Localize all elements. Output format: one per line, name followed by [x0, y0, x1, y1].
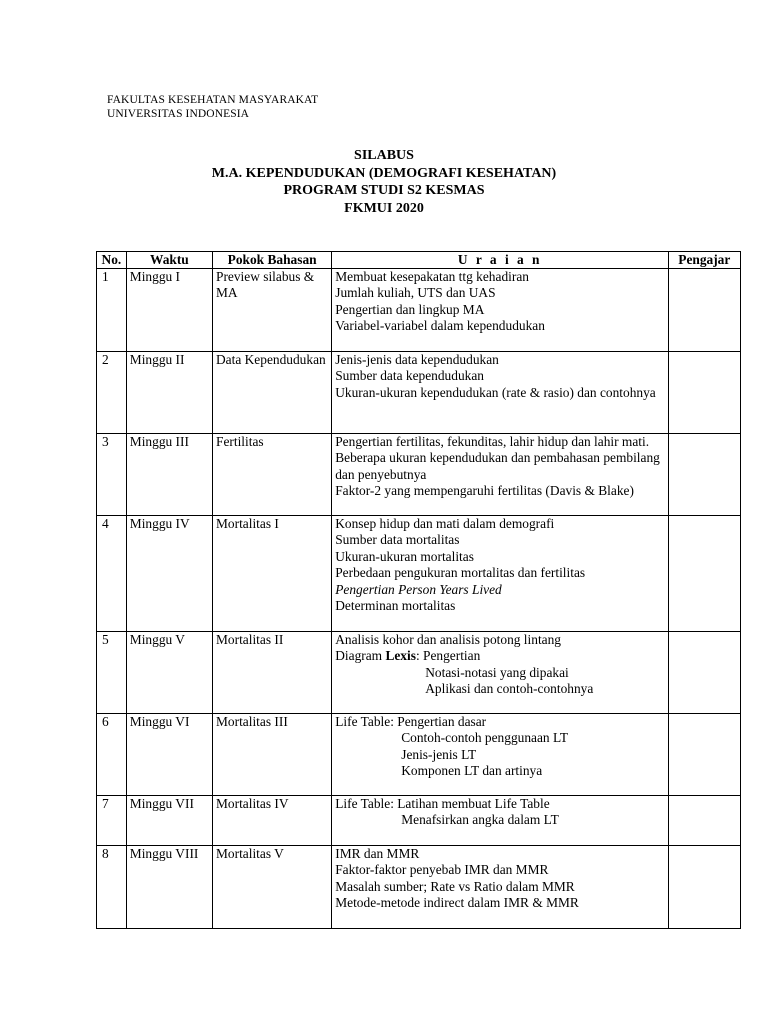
description-line: Determinan mortalitas [335, 598, 456, 614]
row-week: Minggu I [126, 269, 212, 352]
description-line: Sumber data mortalitas [335, 532, 460, 548]
table-row [97, 434, 741, 516]
description-line: Membuat kesepakatan ttg kehadiran [335, 269, 529, 284]
description-line: Perbedaan pengukuran mortalitas dan fertilitas [335, 565, 586, 581]
description-line: Life Table: Latihan membuat Life Table [335, 796, 550, 811]
description-line: Masalah sumber; Rate vs Ratio dalam MMR [335, 878, 575, 894]
title-line-2: M.A. KEPENDUDUKAN (DEMOGRAFI KESEHATAN) [211, 165, 557, 181]
row-topic: Mortalitas I [213, 516, 332, 632]
row-description [332, 714, 668, 796]
row-topic: Data Kependudukan [213, 352, 332, 434]
row-week: Minggu V [126, 632, 212, 714]
description-line: Jumlah kuliah, UTS dan UAS [335, 285, 496, 301]
row-topic: Mortalitas III [213, 714, 332, 796]
description-line [335, 648, 664, 664]
row-number: 5 [97, 632, 127, 714]
row-lecturer [668, 714, 740, 796]
description-subline: Contoh-contoh penggunaan LT [401, 730, 569, 746]
description-subline: Komponen LT dan artinya [401, 763, 543, 779]
row-number: 3 [97, 434, 127, 516]
row-number: 7 [97, 796, 127, 846]
description-line: Faktor-2 yang mempengaruhi fertilitas (Davis & Blake) [335, 483, 634, 499]
description-line: Jenis-jenis data kependudukan [335, 352, 499, 367]
title-line-1: SILABUS [354, 148, 414, 163]
description-line: Faktor-faktor penyebab IMR dan MMR [335, 862, 549, 878]
description-subline: Aplikasi dan contoh-contohnya [425, 681, 594, 697]
diagram-lexis: Lexis [385, 648, 416, 664]
row-description [332, 516, 668, 632]
row-lecturer [668, 846, 740, 929]
row-topic: Mortalitas II [213, 632, 332, 714]
description-subline: Notasi-notasi yang dipakai [425, 664, 569, 680]
row-description [332, 434, 668, 516]
column-header-pengajar: Pengajar [668, 252, 740, 269]
row-lecturer [668, 632, 740, 714]
row-lecturer [668, 269, 740, 352]
row-topic: Mortalitas IV [213, 796, 332, 846]
faculty-name: FAKULTAS KESEHATAN MASYARAKAT [107, 94, 319, 106]
row-lecturer [668, 516, 740, 632]
description-line: Life Table: Pengertian dasar [335, 714, 487, 729]
row-number: 1 [97, 269, 127, 352]
row-topic: Mortalitas V [213, 846, 332, 929]
row-week: Minggu VIII [126, 846, 212, 929]
column-header-pokok-bahasan: Pokok Bahasan [213, 252, 332, 269]
title-line-3: PROGRAM STUDI S2 KESMAS [283, 183, 485, 198]
row-number: 2 [97, 352, 127, 434]
description-line: Metode-metode indirect dalam IMR & MMR [335, 895, 579, 911]
table-row [97, 516, 741, 632]
description-line: Beberapa ukuran kependudukan dan pembahasan pembilang dan penyebutnya [335, 450, 660, 482]
document-title [0, 147, 768, 217]
description-line: Pengertian fertilitas, fekunditas, lahir hidup dan lahir mati. [335, 434, 650, 449]
diagram-prefix: Diagram [335, 648, 386, 664]
description-line: Konsep hidup dan mati dalam demografi [335, 516, 555, 531]
row-topic: Fertilitas [213, 434, 332, 516]
column-header-no: No. [97, 252, 127, 269]
row-description [332, 846, 668, 929]
row-week: Minggu II [126, 352, 212, 434]
university-name: UNIVERSITAS INDONESIA [107, 108, 250, 120]
column-header-waktu: Waktu [126, 252, 212, 269]
description-line: Analisis kohor dan analisis potong lintang [335, 632, 561, 647]
row-week: Minggu III [126, 434, 212, 516]
row-week: Minggu VII [126, 796, 212, 846]
table-row [97, 796, 741, 846]
title-line-4: FKMUI 2020 [344, 200, 424, 216]
row-lecturer [668, 352, 740, 434]
description-line: Variabel-variabel dalam kependudukan [335, 318, 545, 334]
row-week: Minggu IV [126, 516, 212, 632]
description-line: Sumber data kependudukan [335, 368, 484, 384]
row-lecturer [668, 796, 740, 846]
column-header-uraian: U r a i a n [332, 252, 668, 269]
row-topic: Preview silabus & MA [213, 269, 332, 352]
row-number: 6 [97, 714, 127, 796]
row-number: 4 [97, 516, 127, 632]
table-row [97, 352, 741, 434]
row-description [332, 269, 668, 352]
table-row [97, 714, 741, 796]
institution-header [107, 93, 318, 121]
description-line: Ukuran-ukuran kependudukan (rate & rasio) dan contohnya [335, 384, 656, 400]
description-line: Ukuran-ukuran mortalitas [335, 548, 474, 564]
table-row [97, 846, 741, 929]
description-subline: Jenis-jenis LT [401, 746, 477, 762]
description-line: IMR dan MMR [335, 846, 420, 861]
diagram-suffix: : Pengertian [415, 648, 481, 664]
table-row [97, 269, 741, 352]
syllabus-table [96, 251, 741, 929]
description-line: Pengertian dan lingkup MA [335, 301, 485, 317]
table-row [97, 632, 741, 714]
table-header-row [97, 252, 741, 269]
row-lecturer [668, 434, 740, 516]
row-description [332, 352, 668, 434]
description-subline: Menafsirkan angka dalam LT [401, 812, 559, 828]
row-description [332, 632, 668, 714]
row-number: 8 [97, 846, 127, 929]
row-week: Minggu VI [126, 714, 212, 796]
description-line: Pengertian Person Years Lived [335, 581, 502, 597]
row-description [332, 796, 668, 846]
